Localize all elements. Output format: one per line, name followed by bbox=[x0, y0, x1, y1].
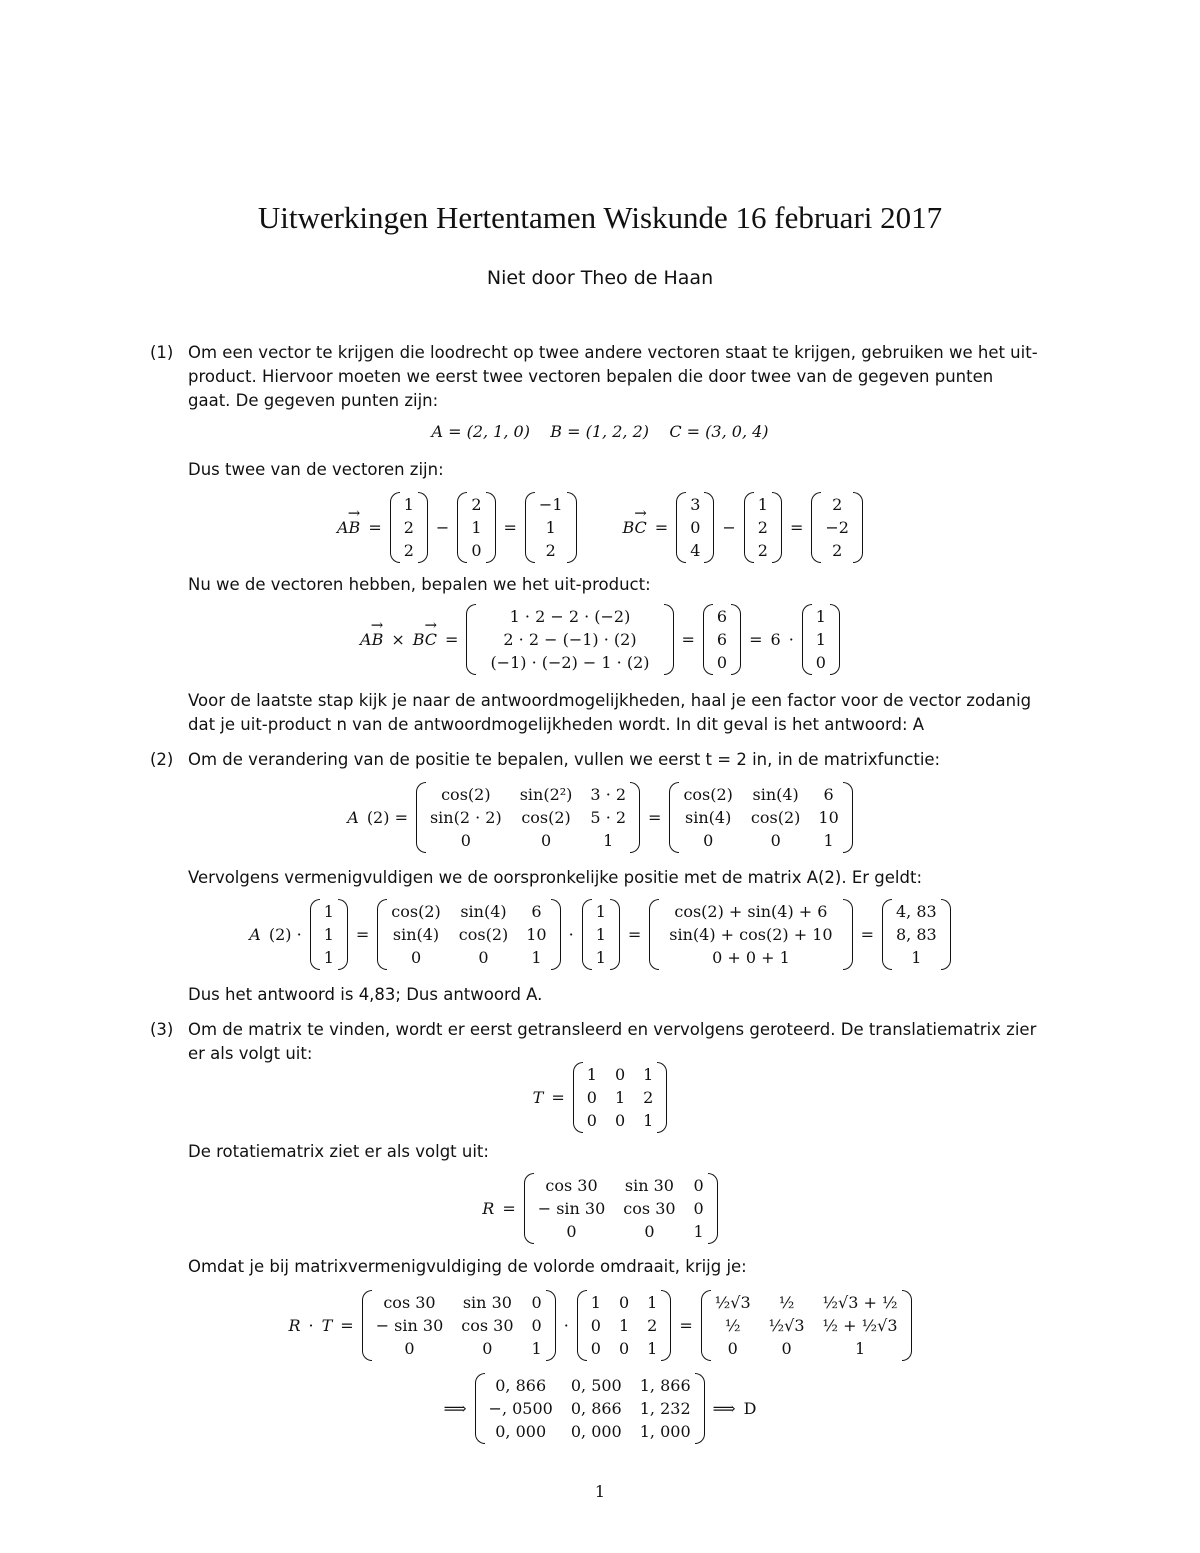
matrix-entries bbox=[485, 1373, 695, 1444]
matrix-cell: 1 bbox=[815, 607, 826, 626]
left-bracket bbox=[882, 899, 892, 970]
question-3-text2: De rotatiematrix ziet er als volgt uit: bbox=[188, 1142, 489, 1161]
matrix-cell: −1 bbox=[538, 495, 563, 514]
matrix-cell: 2 · 2 − (−1) · (2) bbox=[503, 630, 637, 649]
matrix-cell: 0 bbox=[586, 1111, 597, 1130]
matrix-cell: cos(2) bbox=[441, 785, 491, 804]
matrix-a2-raw bbox=[416, 782, 640, 853]
matrix-cell: 2 bbox=[403, 518, 414, 537]
matrix-cell: 1 bbox=[647, 1339, 658, 1358]
matrix-cell: 1 bbox=[693, 1222, 704, 1241]
left-bracket bbox=[577, 1290, 587, 1361]
matrix-cell: 0 bbox=[566, 1222, 577, 1241]
matrix-cell: 5 · 2 bbox=[590, 808, 627, 827]
position-vector-repeat bbox=[582, 899, 620, 970]
question-2-intro: Om de verandering van de positie te bepalen, vullen we eerst t = 2 in, in de matrixfunctie: bbox=[188, 750, 941, 769]
matrix-cell: ½√3 + ½ bbox=[822, 1293, 898, 1312]
matrix-bc-c bbox=[676, 492, 714, 563]
left-bracket bbox=[524, 1173, 534, 1244]
matrix-cell: 0, 866 bbox=[495, 1376, 547, 1395]
vector-ab-label: → AB bbox=[337, 518, 360, 537]
right-bracket bbox=[418, 492, 428, 563]
matrix-entries bbox=[372, 1290, 546, 1361]
question-3-answer: D bbox=[743, 1399, 757, 1418]
right-bracket bbox=[630, 782, 640, 853]
matrix-cell: 1 bbox=[323, 925, 334, 944]
cross-ab-label: → AB bbox=[360, 630, 383, 649]
matrix-cell: − sin 30 bbox=[537, 1199, 606, 1218]
matrix-cell: 0 bbox=[410, 948, 422, 967]
left-bracket bbox=[362, 1290, 372, 1361]
matrix-cell: ½√3 bbox=[768, 1316, 805, 1335]
matrix-cell: 10 bbox=[818, 808, 839, 827]
matrix-entries bbox=[400, 492, 418, 563]
matrix-a2 bbox=[669, 782, 852, 853]
question-3-number: (3) bbox=[150, 1020, 174, 1039]
matrix-cell: 2 bbox=[832, 541, 843, 560]
matrix-cell: 1, 866 bbox=[639, 1376, 691, 1395]
matrix-cell: 0 bbox=[404, 1339, 415, 1358]
matrix-cell: 0 bbox=[690, 518, 701, 537]
matrix-cell: 0 bbox=[618, 1339, 630, 1358]
translation-matrix bbox=[573, 1062, 668, 1133]
matrix-cell: 1 bbox=[590, 1293, 601, 1312]
right-bracket bbox=[853, 492, 863, 563]
matrix-cell: 1 bbox=[643, 1111, 654, 1130]
matrix-cell: cos(2) bbox=[458, 925, 509, 944]
matrix-cell: 0 bbox=[716, 653, 728, 672]
cross-unit-matrix bbox=[802, 604, 840, 675]
matrix-cell: 3 · 2 bbox=[590, 785, 627, 804]
matrix-cell: 3 bbox=[690, 495, 701, 514]
right-bracket bbox=[830, 604, 840, 675]
matrix-entries bbox=[467, 492, 485, 563]
left-bracket bbox=[676, 492, 686, 563]
matrix-ab-result bbox=[525, 492, 577, 563]
matrix-cell: 0 bbox=[693, 1199, 704, 1218]
matrix-entries bbox=[426, 782, 630, 853]
matrix-cell: ½ bbox=[778, 1293, 795, 1312]
translation-matrix-repeat bbox=[577, 1290, 672, 1361]
matrix-cell: cos 30 bbox=[623, 1199, 676, 1218]
matrix-cell: 0, 500 bbox=[570, 1376, 622, 1395]
matrix-cell: 1 bbox=[595, 925, 606, 944]
cross-bc-label: → BC bbox=[413, 630, 437, 649]
matrix-cell: 6 bbox=[716, 607, 728, 626]
matrix-cell: 0 bbox=[590, 1316, 601, 1335]
right-bracket bbox=[902, 1290, 912, 1361]
product-matrix-exact bbox=[701, 1290, 912, 1361]
cross-result-matrix bbox=[703, 604, 741, 675]
matrix-cell: 6 bbox=[716, 630, 728, 649]
matrix-entries bbox=[534, 1173, 708, 1244]
matrix-cell: 1 bbox=[586, 1065, 597, 1084]
matrix-cell: 0 bbox=[586, 1088, 597, 1107]
matrix-cell: 2 bbox=[832, 495, 843, 514]
left-bracket bbox=[466, 604, 476, 675]
question-3-text3: Omdat je bij matrixvermenigvuldiging de volorde omdraait, krijg je: bbox=[188, 1257, 747, 1276]
matrix-cell: 10 bbox=[526, 925, 547, 944]
matrix-entries bbox=[754, 492, 772, 563]
left-bracket bbox=[802, 604, 812, 675]
right-bracket bbox=[708, 1173, 718, 1244]
matrix-cell: − sin 30 bbox=[375, 1316, 444, 1335]
left-bracket bbox=[310, 899, 320, 970]
matrix-cell: 1 bbox=[531, 948, 542, 967]
question-1-number: (1) bbox=[150, 343, 174, 362]
left-bracket bbox=[703, 604, 713, 675]
matrix-cell: 1 bbox=[618, 1316, 630, 1335]
left-bracket bbox=[811, 492, 821, 563]
matrix-entries bbox=[686, 492, 704, 563]
position-equation: A (2) · 1 1 1 = cos(2) sin(4) 6 sin(4) cos(2) 10 0 0 1 · 1 1 1 = cos(2) + sin(4) + 6 sin(4) + cos(2) + 10 0 + 0 + 1 = 4, 83 8, 83 1 bbox=[0, 899, 1200, 970]
right-bracket bbox=[657, 1062, 667, 1133]
matrix-entries bbox=[476, 604, 663, 675]
matrix-cell: 2 bbox=[647, 1316, 658, 1335]
left-bracket bbox=[573, 1062, 583, 1133]
vector-bc-label: → BC bbox=[623, 518, 647, 537]
matrix-entries bbox=[713, 604, 731, 675]
left-bracket bbox=[416, 782, 426, 853]
matrix-cell: 0 bbox=[614, 1111, 626, 1130]
translation-matrix-equation: T = 1 0 1 0 1 2 0 0 1 bbox=[0, 1062, 1200, 1133]
matrix-cell: ½√3 bbox=[714, 1293, 751, 1312]
matrix-a2-repeat bbox=[377, 899, 560, 970]
matrix-cell: ½ + ½√3 bbox=[822, 1316, 898, 1335]
right-bracket bbox=[551, 899, 561, 970]
matrix-bc-result bbox=[811, 492, 863, 563]
right-bracket bbox=[704, 492, 714, 563]
matrix-entries bbox=[659, 899, 842, 970]
right-bracket bbox=[664, 604, 674, 675]
question-1-text3: Nu we de vectoren hebben, bepalen we het uit-product: bbox=[188, 575, 651, 594]
matrix-entries bbox=[535, 492, 567, 563]
matrix-cell: cos(2) bbox=[521, 808, 571, 827]
matrix-entries bbox=[387, 899, 550, 970]
matrix-cell: 0 bbox=[781, 1339, 792, 1358]
cross-factor: 6 bbox=[770, 630, 781, 649]
matrix-cell: sin(4) bbox=[392, 925, 440, 944]
matrix-entries bbox=[892, 899, 941, 970]
matrix-entries bbox=[821, 492, 853, 563]
matrix-cell: 1 bbox=[911, 948, 922, 967]
matrix-cell: 1 bbox=[323, 948, 334, 967]
right-bracket bbox=[843, 782, 853, 853]
matrix-cell: 0 bbox=[703, 831, 714, 850]
matrix-cell: sin(4) bbox=[752, 785, 799, 804]
matrix-cell: 0 bbox=[531, 1293, 542, 1312]
matrix-cell: 2 bbox=[471, 495, 482, 514]
matrix-cell: 1 bbox=[815, 630, 826, 649]
matrix-cell: 0 bbox=[478, 948, 489, 967]
matrix-cell: 1 bbox=[595, 902, 606, 921]
right-bracket bbox=[772, 492, 782, 563]
right-bracket bbox=[695, 1373, 705, 1444]
matrix-cell: cos 30 bbox=[461, 1316, 514, 1335]
matrix-cell: 6 bbox=[823, 785, 834, 804]
matrix-cell: 1 bbox=[531, 1339, 542, 1358]
matrix-cell: 0 bbox=[531, 1316, 542, 1335]
matrix-cell: 0, 000 bbox=[570, 1422, 622, 1441]
sum-vector bbox=[649, 899, 852, 970]
matrix-cell: 0 bbox=[540, 831, 552, 850]
question-2-number: (2) bbox=[150, 750, 174, 769]
left-bracket bbox=[525, 492, 535, 563]
matrix-cell: 0 bbox=[618, 1293, 630, 1312]
matrix-entries bbox=[587, 1290, 662, 1361]
right-bracket bbox=[731, 604, 741, 675]
matrix-cell: 2 bbox=[643, 1088, 654, 1107]
product-equation: R · T = cos 30 sin 30 0 − sin 30 cos 30 0 0 0 1 · 1 0 1 0 1 2 0 0 1 = ½√3 ½ ½√3 + ½ ½ ½√3 ½ + ½√3 0 0 1 bbox=[0, 1290, 1200, 1361]
matrix-cell: 0, 000 bbox=[495, 1422, 547, 1441]
right-bracket bbox=[661, 1290, 671, 1361]
result-vector bbox=[882, 899, 951, 970]
matrix-ab-b bbox=[390, 492, 428, 563]
matrix-cell: 2 bbox=[403, 541, 414, 560]
matrix-cell: 1 bbox=[403, 495, 414, 514]
matrix-cell: 2 bbox=[757, 541, 768, 560]
matrix-cell: (−1) · (−2) − 1 · (2) bbox=[490, 653, 650, 672]
matrix-cell: 1 bbox=[757, 495, 768, 514]
matrix-cell: 1 bbox=[603, 831, 614, 850]
question-2-text2: Vervolgens vermenigvuldigen we de oorspronkelijke positie met de matrix A(2). Er geldt: bbox=[188, 868, 923, 887]
matrix-cell: 0 bbox=[815, 653, 826, 672]
question-1-intro: Om een vector te krijgen die loodrecht op twee andere vectoren staat te krijgen, gebruiken we het uit-product. Hiervoor moeten we eerst twee vectoren bepalen die door twee van de gegeven punten gaat. De gegeven punten zijn: bbox=[188, 343, 1038, 410]
matrix-cell: sin(4) + cos(2) + 10 bbox=[669, 925, 833, 944]
right-bracket bbox=[486, 492, 496, 563]
left-bracket bbox=[475, 1373, 485, 1444]
left-bracket bbox=[669, 782, 679, 853]
numeric-result-equation: ⟹ 0, 866 0, 500 1, 866 −, 0500 0, 866 1, 232 0, 000 0, 000 1, 000 ⟹ D bbox=[0, 1373, 1200, 1444]
rotation-matrix bbox=[524, 1173, 718, 1244]
matrix-cell: 4, 83 bbox=[895, 902, 937, 921]
left-bracket bbox=[582, 899, 592, 970]
matrix-cell: cos(2) + sin(4) + 6 bbox=[674, 902, 828, 921]
matrix-cell: 0 bbox=[471, 541, 482, 560]
matrix-cell: cos(2) bbox=[750, 808, 801, 827]
matrix-cell: sin 30 bbox=[462, 1293, 512, 1312]
matrix-cell: 1 bbox=[647, 1293, 658, 1312]
matrix-ab-a bbox=[457, 492, 495, 563]
matrix-entries bbox=[679, 782, 842, 853]
matrix-cell: 8, 83 bbox=[895, 925, 937, 944]
given-points bbox=[0, 422, 1200, 441]
matrix-cell: 1 bbox=[545, 518, 556, 537]
left-bracket bbox=[457, 492, 467, 563]
matrix-cell: 0 bbox=[590, 1339, 601, 1358]
right-bracket bbox=[567, 492, 577, 563]
document-author: Niet door Theo de Haan bbox=[486, 267, 714, 289]
right-bracket bbox=[843, 899, 853, 970]
matrix-cell: 1, 000 bbox=[639, 1422, 691, 1441]
matrix-cell: 0 + 0 + 1 bbox=[712, 948, 790, 967]
matrix-cell: 1, 232 bbox=[639, 1399, 691, 1418]
matrix-cell: 0 bbox=[460, 831, 471, 850]
rotation-matrix-repeat bbox=[362, 1290, 556, 1361]
right-bracket bbox=[546, 1290, 556, 1361]
matrix-cell: −2 bbox=[825, 518, 849, 537]
question-3-intro: Om de matrix te vinden, wordt er eerst getransleerd en vervolgens geroteerd. De translatiematrix zier er als volgt uit: bbox=[188, 1020, 1037, 1063]
matrix-cell: −, 0500 bbox=[488, 1399, 553, 1418]
page-number: 1 bbox=[594, 1482, 606, 1501]
matrix-cell: 0 bbox=[770, 831, 781, 850]
matrix-cell: 0, 866 bbox=[570, 1399, 622, 1418]
matrix-cell: 1 bbox=[614, 1088, 626, 1107]
matrix-cell: 6 bbox=[531, 902, 542, 921]
matrix-cell: 1 bbox=[595, 948, 606, 967]
matrix-cell: 0 bbox=[482, 1339, 493, 1358]
cross-product-matrix bbox=[466, 604, 673, 675]
cross-product-equation: → AB × → BC = 1 · 2 − 2 · (−2) 2 · 2 − (−1) · (2) (−1) · (−2) − 1 · (2) = 6 6 0 = 6 · 1 1 0 bbox=[0, 604, 1200, 675]
question-1-text4: Voor de laatste stap kijk je naar de antwoordmogelijkheden, haal je een factor voor de vector zodanig dat je uit-product n van de antwoordmogelijkheden wordt. In dit geval is het antwoord: A bbox=[188, 691, 1032, 734]
matrix-cell: cos 30 bbox=[383, 1293, 436, 1312]
matrix-entries bbox=[812, 604, 830, 675]
matrix-cell: 1 bbox=[823, 831, 834, 850]
left-bracket bbox=[649, 899, 659, 970]
matrix-cell: 4 bbox=[690, 541, 701, 560]
matrix-cell: ½ bbox=[724, 1316, 741, 1335]
matrix-cell: cos(2) bbox=[391, 902, 441, 921]
matrix-cell: 1 · 2 − 2 · (−2) bbox=[509, 607, 631, 626]
matrix-cell: 2 bbox=[757, 518, 768, 537]
matrix-cell: 1 bbox=[471, 518, 482, 537]
matrix-cell: sin(2 · 2) bbox=[429, 808, 502, 827]
left-bracket bbox=[390, 492, 400, 563]
product-matrix-numeric bbox=[475, 1373, 705, 1444]
left-bracket bbox=[701, 1290, 711, 1361]
matrix-function-equation: A (2) = cos(2) sin(2²) 3 · 2 sin(2 · 2) cos(2) 5 · 2 0 0 1 = cos(2) sin(4) 6 sin(4) cos(2) 10 0 0 1 bbox=[0, 782, 1200, 853]
matrix-cell: 1 bbox=[323, 902, 334, 921]
matrix-cell: sin(4) bbox=[460, 902, 507, 921]
right-bracket bbox=[338, 899, 348, 970]
matrix-cell: 1 bbox=[643, 1065, 654, 1084]
question-1-text2: Dus twee van de vectoren zijn: bbox=[188, 460, 444, 479]
matrix-entries bbox=[320, 899, 338, 970]
document-title: Uitwerkingen Hertentamen Wiskunde 16 februari 2017 bbox=[257, 200, 943, 235]
matrix-cell: 0 bbox=[727, 1339, 738, 1358]
position-vector bbox=[310, 899, 348, 970]
vector-equations: → AB = 1 2 2 − 2 1 0 = −1 1 2 → BC = 3 0 4 − 1 2 2 = 2 −2 2 bbox=[0, 492, 1200, 563]
matrix-cell: sin(4) bbox=[685, 808, 732, 827]
matrix-entries bbox=[711, 1290, 902, 1361]
matrix-cell: 0 bbox=[644, 1222, 655, 1241]
left-bracket bbox=[377, 899, 387, 970]
left-bracket bbox=[744, 492, 754, 563]
matrix-cell: sin 30 bbox=[624, 1176, 674, 1195]
question-2-answer: Dus het antwoord is 4,83; Dus antwoord A. bbox=[188, 985, 543, 1004]
rotation-matrix-equation: R = cos 30 sin 30 0 − sin 30 cos 30 0 0 0 1 bbox=[0, 1173, 1200, 1244]
matrix-cell: 0 bbox=[693, 1176, 704, 1195]
matrix-entries bbox=[583, 1062, 658, 1133]
matrix-cell: cos(2) bbox=[683, 785, 733, 804]
matrix-bc-b bbox=[744, 492, 782, 563]
matrix-entries bbox=[592, 899, 610, 970]
right-bracket bbox=[610, 899, 620, 970]
points-text: A = (2, 1, 0) B = (1, 2, 2) C = (3, 0, 4) bbox=[431, 422, 769, 441]
matrix-cell: cos 30 bbox=[545, 1176, 598, 1195]
matrix-cell: 2 bbox=[545, 541, 556, 560]
matrix-cell: 1 bbox=[854, 1339, 866, 1358]
matrix-cell: sin(2²) bbox=[519, 785, 573, 804]
right-bracket bbox=[941, 899, 951, 970]
matrix-cell: 0 bbox=[614, 1065, 626, 1084]
